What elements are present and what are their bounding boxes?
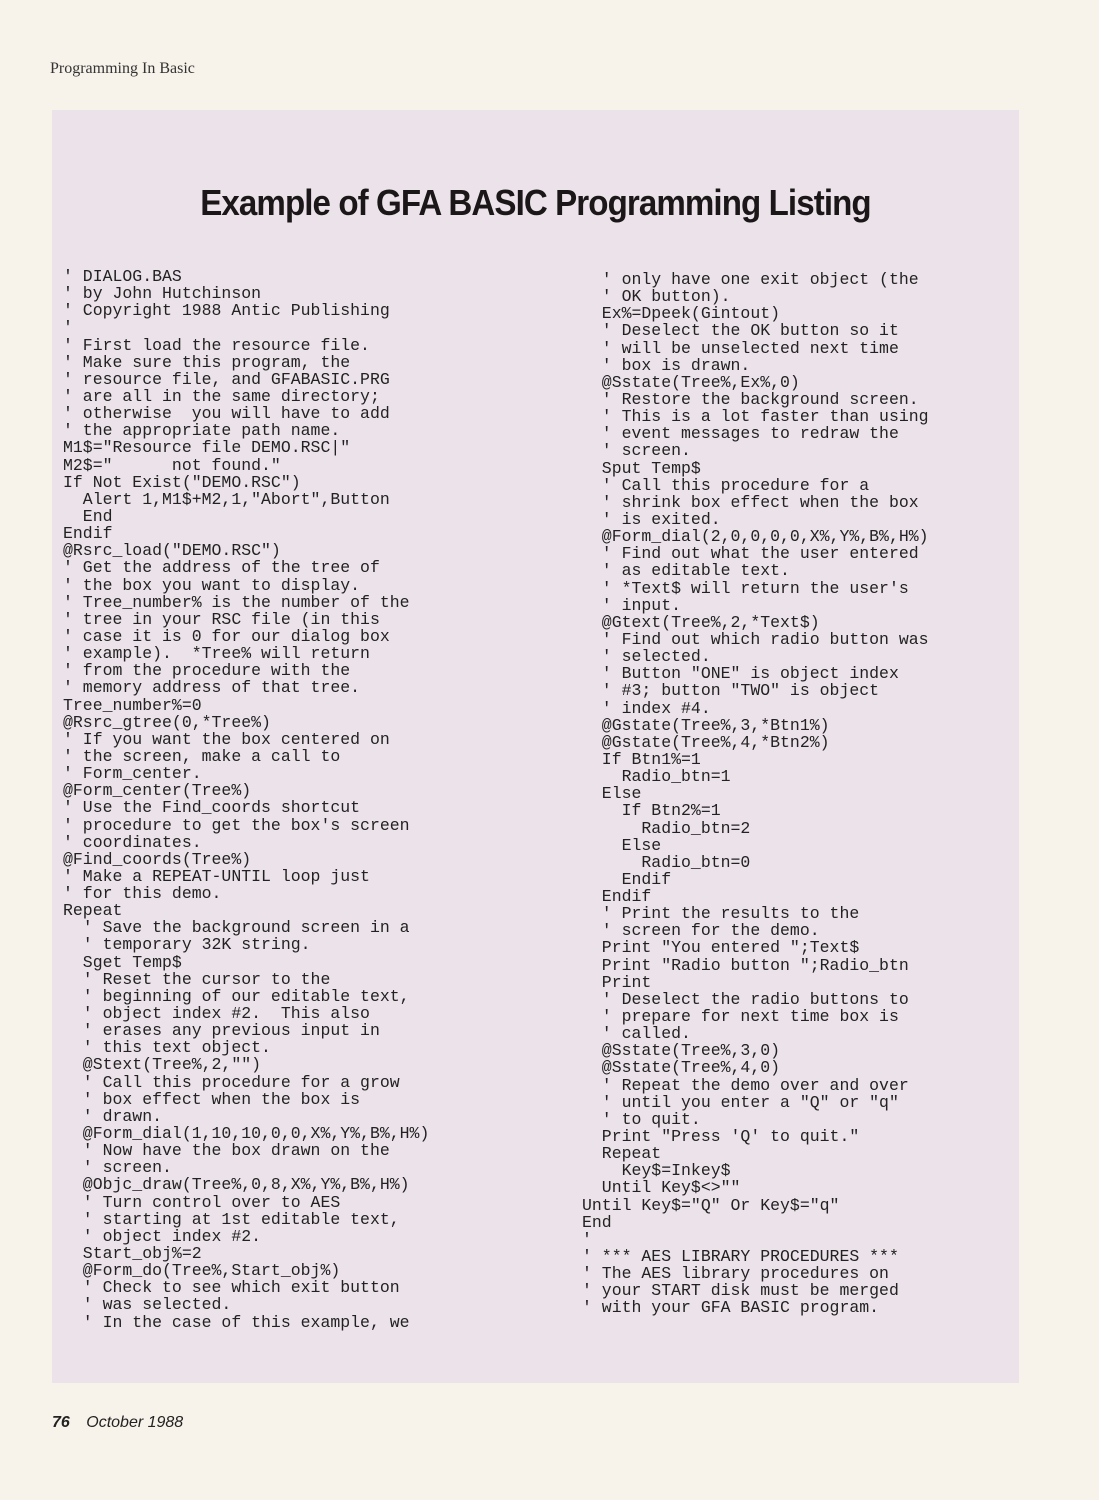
code-line: ' Print the results to the [582,904,860,924]
code-line: Until Key$<>"" [582,1178,741,1198]
code-line: ' [582,1229,592,1249]
page-number: 76 [52,1414,70,1431]
code-line: ' Turn control over to AES [63,1192,341,1212]
code-line: Repeat [63,901,123,921]
code-line: ' Form_center. [63,764,202,784]
listing-panel [52,110,1019,1383]
code-line: Endif [582,869,672,889]
code-line: ' the box you want to display. [63,575,361,595]
code-line: @Find_coords(Tree%) [63,849,252,869]
code-line: ' Repeat the demo over and over [582,1075,909,1095]
code-line: ' Make sure this program, the [63,352,351,372]
code-line: Print [582,972,652,992]
code-line: @Form_dial(2,0,0,0,0,X%,Y%,B%,H%) [582,527,929,547]
code-line: Repeat [582,1144,662,1164]
code-line: ' from the procedure with the [63,661,351,681]
page-footer [52,1414,183,1432]
code-line: ' are all in the same directory; [63,386,380,406]
code-line: ' shrink box effect when the box [582,492,919,512]
code-line: ' screen. [63,1158,172,1178]
code-line: Sget Temp$ [63,952,182,972]
code-line: @Sstate(Tree%,4,0) [582,1058,781,1078]
code-line: Else [582,835,662,855]
code-line: End [63,506,113,526]
code-line: Start_obj%=2 [63,1244,202,1264]
code-line: ' until you enter a "Q" or "q" [582,1092,899,1112]
code-line: ' Use the Find_coords shortcut [63,798,361,818]
listing-title: Example of GFA BASIC Programming Listing [200,182,871,223]
code-line: M2$=" not found." [63,455,281,475]
code-line: Endif [63,524,113,544]
code-line: ' Deselect the OK button so it [582,321,899,341]
code-line: @Rsrc_gtree(0,*Tree%) [63,712,271,732]
code-line: ' index #4. [582,698,711,718]
code-line: @Form_center(Tree%) [63,781,252,801]
code-line: ' Call this procedure for a [582,475,870,495]
code-line: ' prepare for next time box is [582,1007,899,1027]
code-line: ' Button "ONE" is object index [582,664,899,684]
code-line: Radio_btn=0 [582,852,751,872]
code-line: ' Find out which radio button was [582,629,929,649]
code-line: ' procedure to get the box's screen [63,815,410,835]
code-line: ' Call this procedure for a grow [63,1072,400,1092]
code-line: ' Get the address of the tree of [63,558,380,578]
code-line: ' with your GFA BASIC program. [582,1298,880,1318]
code-line: ' object index #2. [63,1226,262,1246]
code-line: ' Deselect the radio buttons to [582,989,909,1009]
code-line: @Gstate(Tree%,3,*Btn1%) [582,715,830,735]
code-line: ' This is a lot faster than using [582,407,929,427]
code-column-left [63,268,429,1331]
code-line: If Btn1%=1 [582,749,701,769]
code-line: @Gstate(Tree%,4,*Btn2%) [582,732,830,752]
code-line: ' example). *Tree% will return [63,644,370,664]
code-line: ' selected. [582,647,711,667]
code-line: ' Check to see which exit button [63,1278,400,1298]
code-line: ' Tree_number% is the number of the [63,592,410,612]
code-line: ' object index #2. This also [63,1004,370,1024]
code-line: ' Find out what the user entered [582,544,919,564]
code-line: @Sstate(Tree%,Ex%,0) [582,372,800,392]
code-line: ' event messages to redraw the [582,424,899,444]
code-line: ' otherwise you will have to add [63,404,390,424]
code-line: If Not Exist("DEMO.RSC") [63,472,301,492]
code-line: ' [63,318,73,338]
code-line: @Gtext(Tree%,2,*Text$) [582,612,820,632]
code-line: ' will be unselected next time [582,338,899,358]
code-line: ' Make a REPEAT-UNTIL loop just [63,866,370,886]
code-line: ' resource file, and GFABASIC.PRG [63,369,390,389]
code-line: ' coordinates. [63,832,202,852]
code-line: ' screen. [582,441,691,461]
code-line: @Sstate(Tree%,3,0) [582,1041,781,1061]
code-line: ' as editable text. [582,561,790,581]
code-line: Else [582,784,642,804]
code-line: Print "You entered ";Text$ [582,938,860,958]
code-line: ' your START disk must be merged [582,1281,899,1301]
code-line: ' the appropriate path name. [63,421,341,441]
running-head: Programming In Basic [50,60,195,77]
code-line: Print "Radio button ";Radio_btn [582,955,909,975]
code-line: ' input. [582,595,682,615]
code-line: ' this text object. [63,1038,271,1058]
code-line: ' called. [582,1024,691,1044]
code-line: ' temporary 32K string. [63,935,311,955]
code-line: Endif [582,887,652,907]
code-line: If Btn2%=1 [582,801,721,821]
code-line: ' only have one exit object (the [582,270,919,289]
code-line: Sput Temp$ [582,458,701,478]
code-line: ' *Text$ will return the user's [582,578,909,598]
code-line: ' Save the background screen in a [63,918,410,938]
code-line: ' was selected. [63,1295,232,1315]
code-line: ' Now have the box drawn on the [63,1141,390,1161]
code-line: ' Reset the cursor to the [63,969,331,989]
code-line: ' In the case of this example, we [63,1312,410,1332]
code-line: ' If you want the box centered on [63,729,390,749]
code-line: ' starting at 1st editable text, [63,1209,400,1229]
code-line: @Objc_draw(Tree%,0,8,X%,Y%,B%,H%) [63,1175,410,1195]
code-line: End [582,1212,612,1232]
issue-date: October 1988 [86,1414,184,1431]
code-line: ' #3; button "TWO" is object [582,681,880,701]
code-line: ' box effect when the box is [63,1089,361,1109]
code-line: ' for this demo. [63,884,222,904]
code-line: ' to quit. [582,1109,701,1129]
code-line: ' Restore the background screen. [582,389,919,409]
code-line: ' First load the resource file. [63,335,370,355]
code-line: ' beginning of our editable text, [63,986,410,1006]
code-line: ' erases any previous input in [63,1021,380,1041]
code-line: ' screen for the demo. [582,921,820,941]
code-line: ' The AES library procedures on [582,1264,889,1284]
code-line: ' DIALOG.BAS [63,267,182,286]
code-line: ' *** AES LIBRARY PROCEDURES *** [582,1247,899,1267]
code-line: Ex%=Dpeek(Gintout) [582,304,781,324]
code-line: ' is exited. [582,509,721,529]
code-line: ' drawn. [63,1106,163,1126]
code-line: M1$="Resource file DEMO.RSC|" [63,438,351,458]
code-line: @Stext(Tree%,2,"") [63,1055,262,1075]
code-line: ' the screen, make a call to [63,746,341,766]
code-line: @Rsrc_load("DEMO.RSC") [63,541,281,561]
code-line: ' OK button). [582,287,731,307]
code-line: ' box is drawn. [582,355,751,375]
code-line: @Form_do(Tree%,Start_obj%) [63,1261,341,1281]
code-line: ' memory address of that tree. [63,678,361,698]
code-line: ' by John Hutchinson [63,284,262,304]
code-line: Alert 1,M1$+M2,1,"Abort",Button [63,489,390,509]
code-line: ' case it is 0 for our dialog box [63,626,390,646]
code-line: @Form_dial(1,10,10,0,0,X%,Y%,B%,H%) [63,1124,430,1144]
code-line: Key$=Inkey$ [582,1161,731,1181]
code-line: ' Copyright 1988 Antic Publishing [63,301,390,321]
code-column-right [582,271,929,1317]
code-line: Radio_btn=2 [582,818,751,838]
code-line: ' tree in your RSC file (in this [63,609,380,629]
code-line: Print "Press 'Q' to quit." [582,1127,860,1147]
code-line: Tree_number%=0 [63,695,202,715]
code-line: Radio_btn=1 [582,767,731,787]
code-line: Until Key$="Q" Or Key$="q" [582,1195,840,1215]
